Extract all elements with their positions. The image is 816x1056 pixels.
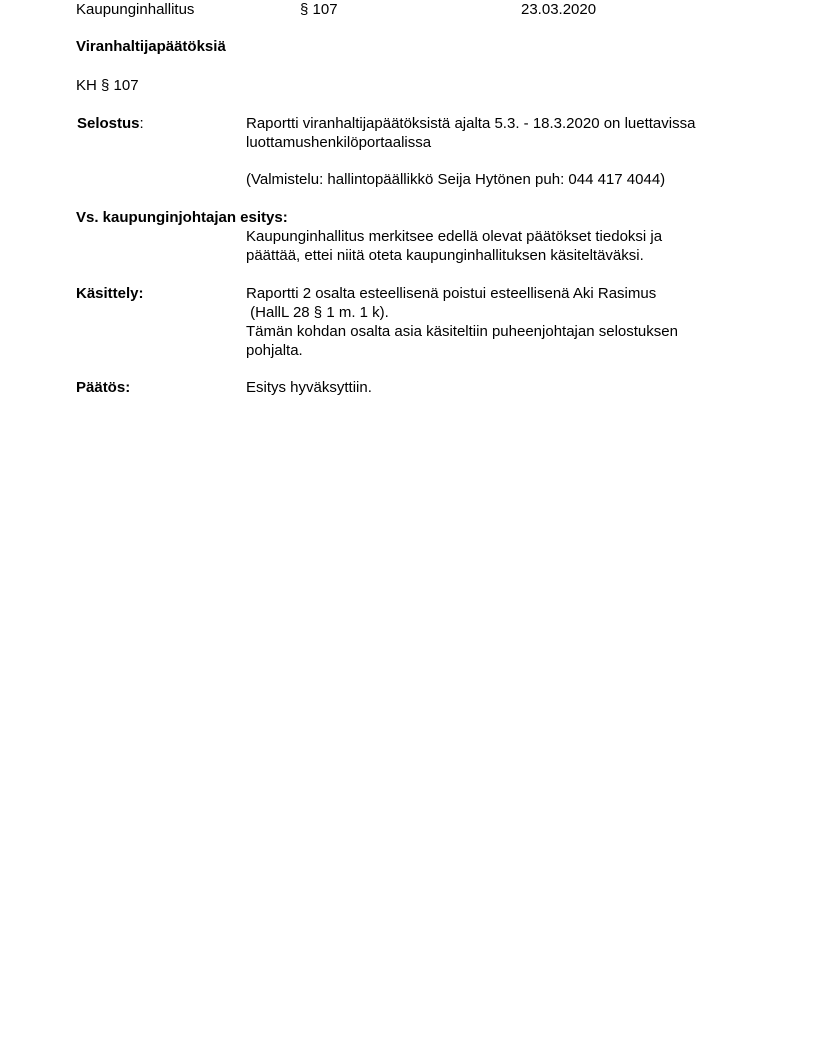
selostus-preparer: (Valmistelu: hallintopäällikkö Seija Hytönen puh: 044 417 4044) (246, 171, 666, 188)
esitys-label: Vs. kaupunginjohtajan esitys: (76, 209, 288, 226)
kasittely-label: Käsittely: (76, 285, 144, 302)
header-section-number: § 107 (300, 1, 338, 18)
paatos-label: Päätös: (76, 379, 131, 396)
header-body-name: Kaupunginhallitus (76, 1, 195, 18)
kasittely-line: Raportti 2 osalta esteellisenä poistui esteellisenä Aki Rasimus (246, 285, 657, 302)
document-title: Viranhaltijapäätöksiä (76, 38, 226, 55)
selostus-label (77, 114, 144, 133)
header-date: 23.03.2020 (521, 1, 597, 18)
esitys-line: Kaupunginhallitus merkitsee edellä olevat päätökset tiedoksi ja (246, 228, 663, 245)
selostus-label-text: Selostus (77, 115, 140, 132)
selostus-line: luottamushenkilöportaalissa (246, 134, 432, 151)
esitys-body (246, 227, 746, 265)
esitys-line: päättää, ettei niitä oteta kaupunginhallituksen käsiteltäväksi. (246, 247, 644, 264)
selostus-line: Raportti viranhaltijapäätöksistä ajalta 5.3. - 18.3.2020 on luettavissa (246, 115, 696, 132)
kasittely-line: (HallL 28 § 1 m. 1 k). (246, 304, 389, 321)
kasittely-line: Tämän kohdan osalta asia käsiteltiin puheenjohtajan selostuksen (246, 323, 678, 340)
kasittely-body (246, 284, 746, 360)
selostus-body (246, 114, 746, 152)
document-reference: KH § 107 (76, 77, 139, 94)
kasittely-line: pohjalta. (246, 342, 303, 359)
selostus-label-colon: : (139, 115, 144, 132)
paatos-text: Esitys hyväksyttiin. (246, 379, 372, 396)
